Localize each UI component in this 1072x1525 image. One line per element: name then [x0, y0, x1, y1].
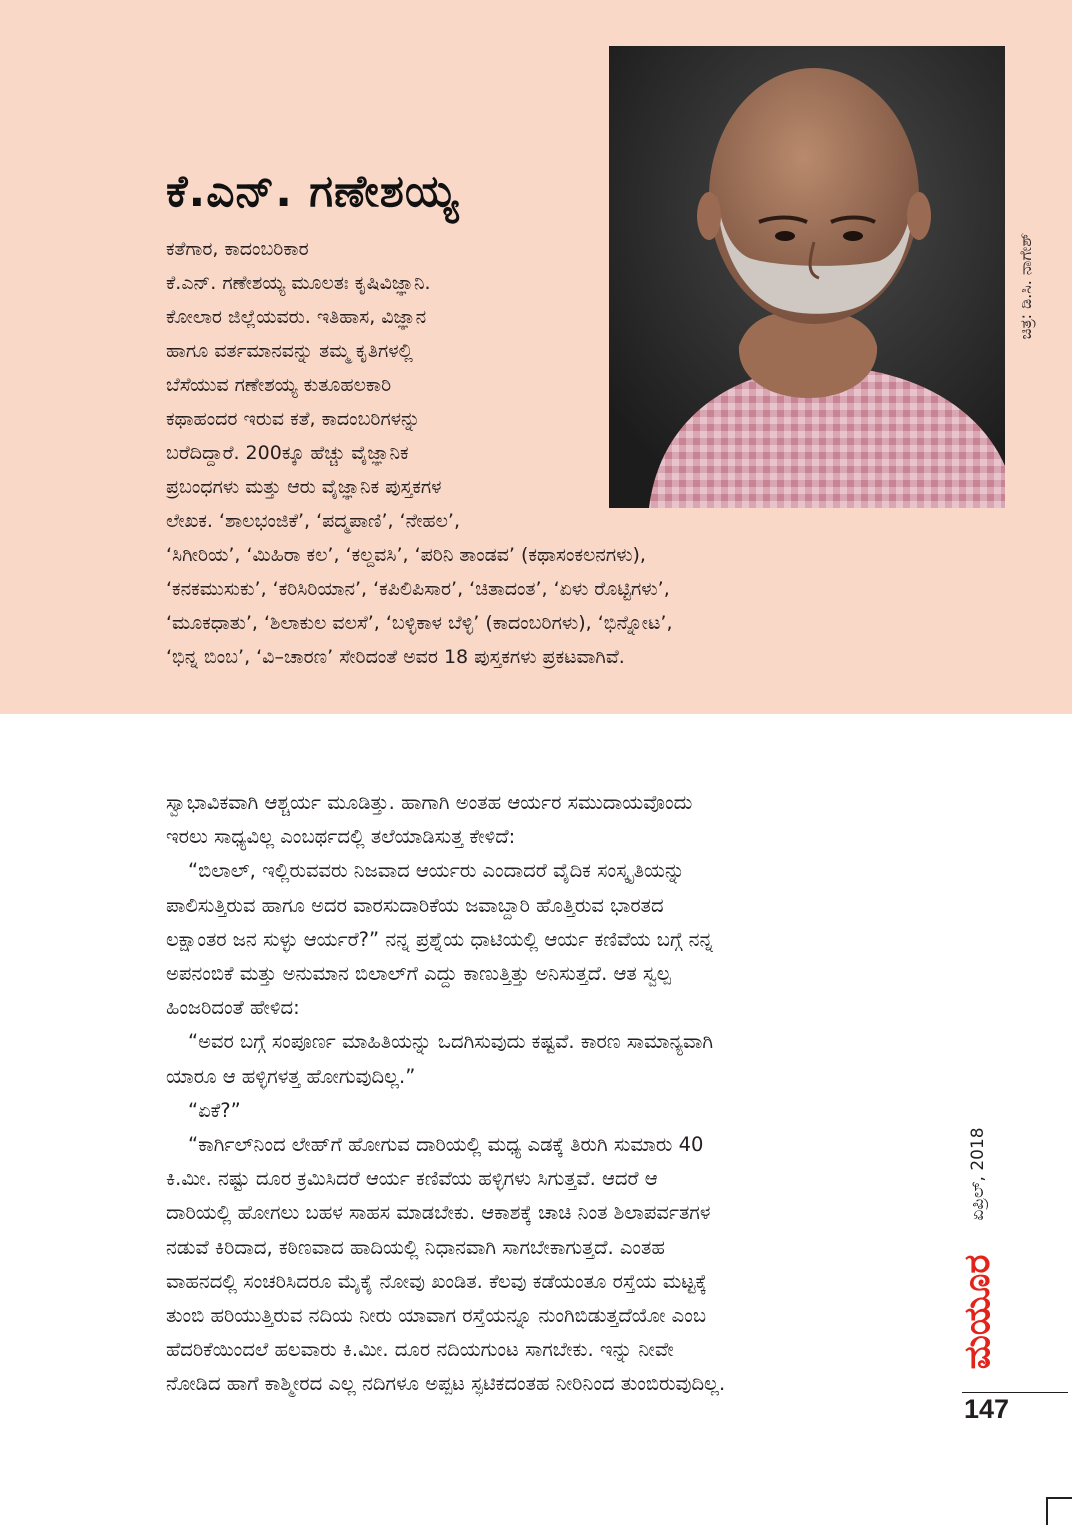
author-books-list: [166, 538, 926, 674]
page-number: 147: [964, 1394, 1010, 1424]
bio-line: ಕೋಲಾರ ಜಿಲ್ಲೆಯವರು. ಇತಿಹಾಸ, ವಿಜ್ಞಾನ: [166, 306, 427, 328]
bio-line: ಕೆ.ಎನ್. ಗಣೇಶಯ್ಯ ಮೂಲತಃ ಕೃಷಿವಿಜ್ಞಾನಿ.: [166, 272, 431, 294]
photo-credit: [1011, 196, 1041, 376]
author-bio-text: [166, 266, 606, 538]
issue-date: [963, 1110, 993, 1238]
bio-line: ಬರೆದಿದ್ದಾರೆ. 200ಕ್ಕೂ ಹೆಚ್ಚು ವೈಜ್ಞಾನಿಕ: [166, 442, 409, 464]
bio-line: ಪ್ರಬಂಧಗಳು ಮತ್ತು ಆರು ವೈಜ್ಞಾನಿಕ ಪುಸ್ತಕಗಳ: [166, 476, 442, 498]
body-line: “ಅವರ ಬಗ್ಗೆ ಸಂಪೂರ್ಣ ಮಾಹಿತಿಯನ್ನು ಒದಗಿಸುವುದು ಕಷ್ಟವೆ. ಕಾರಣ ಸಾಮಾನ್ಯವಾಗಿ: [188, 1030, 714, 1054]
bio-line: ‘ಸಿಗೀರಿಯ’, ‘ಮಿಹಿರಾ ಕಲ’, ‘ಕಲ್ದವಸಿ’, ‘ಪರಿನಿ ತಾಂಡವ’ (ಕಥಾಸಂಕಲನಗಳು),: [166, 544, 646, 566]
crop-mark: [1046, 1497, 1048, 1525]
body-line: ಹೆದರಿಕೆಯಿಂದಲೆ ಹಲವಾರು ಕಿ.ಮೀ. ದೂರ ನದಿಯಗುಂಟ ಸಾಗಬೇಕು. ಇನ್ನು ನೀವೇ: [166, 1338, 674, 1362]
magazine-logo-text: ಮಯೂರ: [957, 1254, 998, 1370]
article-body: [166, 786, 926, 1402]
bio-line: ‘ಮೂಕಧಾತು’, ‘ಶಿಲಾಕುಲ ವಲಸೆ’, ‘ಬಳ್ಳಿಕಾಳ ಬೆಳ್ಳಿ’ (ಕಾದಂಬರಿಗಳು), ‘ಭಿನ್ನೋಟ’,: [166, 612, 673, 634]
body-line: ನಡುವೆ ಕಿರಿದಾದ, ಕಠಿಣವಾದ ಹಾದಿಯಲ್ಲಿ ನಿಧಾನವಾಗಿ ಸಾಗಬೇಕಾಗುತ್ತದೆ. ಎಂತಹ: [166, 1235, 665, 1259]
folio-divider: [962, 1392, 1068, 1393]
body-line: ತುಂಬಿ ಹರಿಯುತ್ತಿರುವ ನದಿಯ ನೀರು ಯಾವಾಗ ರಸ್ತೆಯನ್ನೂ ನುಂಗಿಬಿಡುತ್ತದೆಯೋ ಎಂಬ: [166, 1304, 707, 1328]
issue-date-text: ಏಪ್ರಿಲ್, 2018: [968, 1127, 988, 1221]
bio-line: ಬೆಸೆಯುವ ಗಣೇಶಯ್ಯ ಕುತೂಹಲಕಾರಿ: [166, 374, 392, 396]
body-line: ಸ್ವಾಭಾವಿಕವಾಗಿ ಆಶ್ಚರ್ಯ ಮೂಡಿತ್ತು. ಹಾಗಾಗಿ ಅಂತಹ ಆರ್ಯರ ಸಮುದಾಯವೊಂದು: [166, 791, 693, 814]
body-line: ಅಪನಂಬಿಕೆ ಮತ್ತು ಅನುಮಾನ ಬಿಲಾಲ್‌ಗೆ ಎದ್ದು ಕಾಣುತ್ತಿತ್ತು ಅನಿಸುತ್ತದೆ. ಆತ ಸ್ವಲ್ಪ: [166, 962, 671, 986]
body-line: ಪಾಲಿಸುತ್ತಿರುವ ಹಾಗೂ ಅದರ ವಾರಸುದಾರಿಕೆಯ ಜವಾಬ್ದಾರಿ ಹೊತ್ತಿರುವ ಭಾರತದ: [166, 893, 664, 917]
body-line: ಲಕ್ಷಾಂತರ ಜನ ಸುಳ್ಳು ಆರ್ಯರೆ?” ನನ್ನ ಪ್ರಶ್ನೆಯ ಧಾಟಿಯಲ್ಲಿ ಆರ್ಯ ಕಣಿವೆಯ ಬಗ್ಗೆ ನನ್ನ: [166, 927, 713, 951]
magazine-logo: [957, 1244, 998, 1380]
bio-line: ಕಥಾಹಂದರ ಇರುವ ಕತೆ, ಕಾದಂಬರಿಗಳನ್ನು: [166, 408, 421, 430]
portrait-illustration: [609, 46, 1005, 508]
bio-line: ಹಾಗೂ ವರ್ತಮಾನವನ್ನು ತಮ್ಮ ಕೃತಿಗಳಲ್ಲಿ: [166, 340, 413, 362]
body-line: “ಏಕೆ?”: [188, 1098, 241, 1122]
body-line: ವಾಹನದಲ್ಲಿ ಸಂಚರಿಸಿದರೂ ಮೈಕೈ ನೋವು ಖಂಡಿತ. ಕೆಲವು ಕಡೆಯಂತೂ ರಸ್ತೆಯ ಮಟ್ಟಕ್ಕೆ: [166, 1269, 707, 1293]
body-line: ನೋಡಿದ ಹಾಗೆ ಕಾಶ್ಮೀರದ ಎಲ್ಲ ನದಿಗಳೂ ಅಪ್ಪಟ ಸ್ಫಟಿಕದಂತಹ ನೀರಿನಿಂದ ತುಂಬಿರುವುದಿಲ್ಲ.: [166, 1372, 726, 1396]
bio-line: ‘ಕನಕಮುಸುಕು’, ‘ಕರಿಸಿರಿಯಾನ’, ‘ಕಪಿಲಿಪಿಸಾರ’, ‘ಚಿತಾದಂತ’, ‘ಏಳು ರೊಟ್ಟಿಗಳು’,: [166, 578, 670, 600]
body-line: “ಕಾರ್ಗಿಲ್‌ನಿಂದ ಲೇಹ್‌ಗೆ ಹೋಗುವ ದಾರಿಯಲ್ಲಿ ಮಧ್ಯ ಎಡಕ್ಕೆ ತಿರುಗಿ ಸುಮಾರು 40: [188, 1133, 704, 1157]
photo-credit-text: ಚಿತ್ರ: ಡಿ.ಸಿ. ನಾಗೇಶ್: [1016, 232, 1035, 340]
body-line: ದಾರಿಯಲ್ಲಿ ಹೋಗಲು ಬಹಳ ಸಾಹಸ ಮಾಡಬೇಕು. ಆಕಾಶಕ್ಕೆ ಚಾಚಿ ನಿಂತ ಶಿಲಾಪರ್ವತಗಳ: [166, 1201, 711, 1225]
bio-line: ಲೇಖಕ. ‘ಶಾಲಭಂಜಿಕೆ’, ‘ಪದ್ಮಪಾಣಿ’, ‘ನೇಹಲ’,: [166, 510, 460, 532]
author-name: ಕೆ.ಎನ್. ಗಣೇಶಯ್ಯ: [166, 166, 460, 217]
author-role: ಕತೆಗಾರ, ಕಾದಂಬರಿಕಾರ: [166, 238, 309, 260]
body-line: “ಬಿಲಾಲ್, ಇಲ್ಲಿರುವವರು ನಿಜವಾದ ಆರ್ಯರು ಎಂದಾದರೆ ವೈದಿಕ ಸಂಸ್ಕೃತಿಯನ್ನು: [188, 859, 685, 883]
body-line: ಕಿ.ಮೀ. ನಷ್ಟು ದೂರ ಕ್ರಮಿಸಿದರೆ ಆರ್ಯ ಕಣಿವೆಯ ಹಳ್ಳಿಗಳು ಸಿಗುತ್ತವೆ. ಆದರೆ ಆ: [166, 1167, 658, 1191]
bio-line: ‘ಭಿನ್ನ ಬಿಂಬ’, ‘ವಿ–ಚಾರಣ’ ಸೇರಿದಂತೆ ಅವರ 18 ಪುಸ್ತಕಗಳು ಪ್ರಕಟವಾಗಿವೆ.: [166, 646, 625, 668]
crop-mark: [1046, 1497, 1072, 1499]
body-line: ಯಾರೂ ಆ ಹಳ್ಳಿಗಳತ್ತ ಹೋಗುವುದಿಲ್ಲ.”: [166, 1064, 416, 1088]
body-line: ಇರಲು ಸಾಧ್ಯವಿಲ್ಲ ಎಂಬರ್ಥದಲ್ಲಿ ತಲೆಯಾಡಿಸುತ್ತ ಕೇಳಿದೆ:: [166, 825, 516, 849]
body-line: ಹಿಂಜರಿದಂತೆ ಹೇಳಿದ:: [166, 996, 300, 1020]
author-portrait: [609, 46, 1005, 508]
